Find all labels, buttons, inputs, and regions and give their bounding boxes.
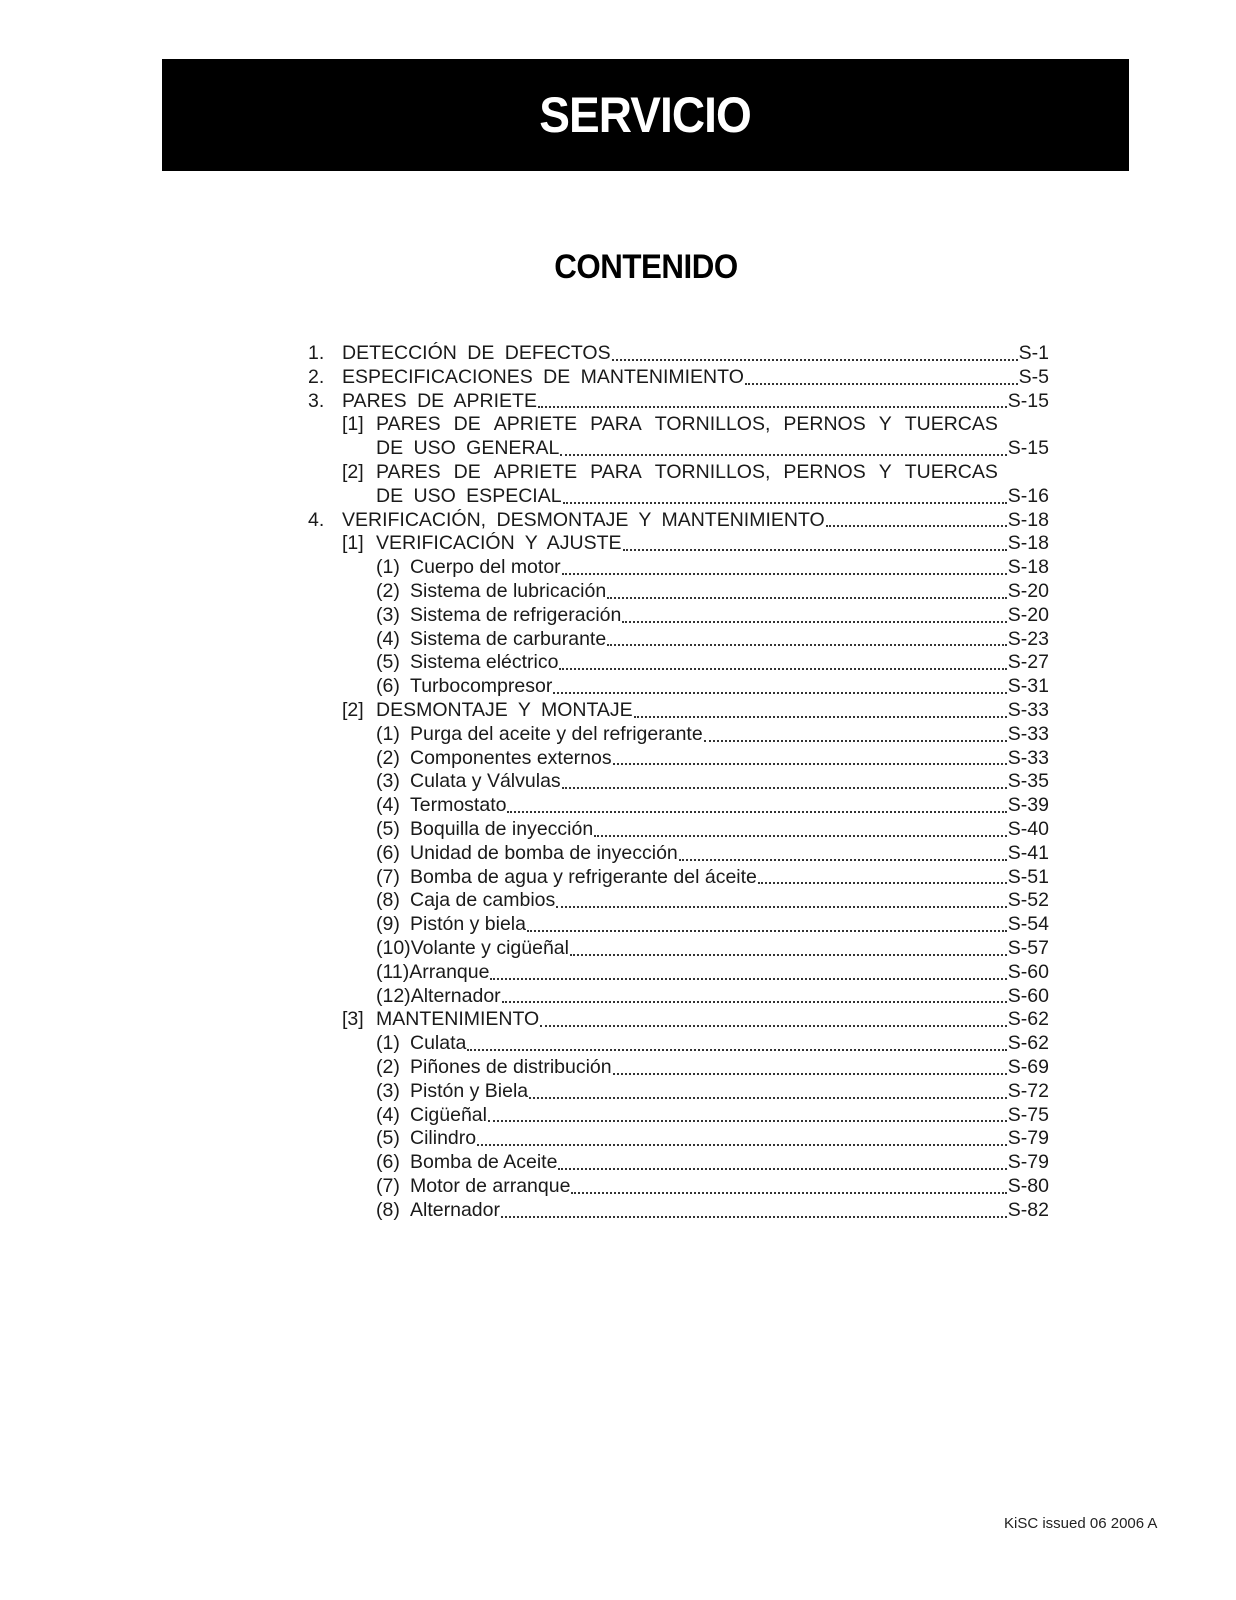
toc-entry-page: S-18	[1007, 556, 1049, 579]
toc-entry[interactable]	[376, 937, 1049, 961]
toc-entry-page: S-54	[1007, 913, 1049, 936]
toc-entry[interactable]	[308, 342, 1049, 366]
toc-entry[interactable]	[376, 985, 1049, 1009]
toc-entry-number: (3)	[376, 1079, 400, 1102]
section-banner	[162, 59, 1129, 171]
toc-entry[interactable]	[342, 485, 1049, 509]
toc-entry-page: S-80	[1007, 1175, 1049, 1197]
toc-entry-number: (1)	[376, 722, 400, 745]
toc-entry-page: S-27	[1007, 651, 1049, 674]
dot-leader	[560, 454, 1006, 456]
toc-entry-number: (12)	[376, 984, 411, 1007]
toc-entry[interactable]	[376, 556, 1049, 580]
toc-entry-page: S-39	[1007, 794, 1049, 817]
toc-entry[interactable]	[376, 580, 1049, 604]
toc-entry-page: S-15	[1007, 437, 1049, 460]
toc-entry-page: S-18	[1007, 532, 1049, 555]
toc-entry-title: Motor de arranque	[410, 1175, 571, 1197]
toc-entry-page: S-15	[1007, 389, 1049, 412]
toc-entry-number: (5)	[376, 651, 400, 674]
toc-entry[interactable]	[376, 770, 1049, 794]
dot-leader	[538, 406, 1007, 408]
toc-entry-title: Componentes externos	[410, 746, 612, 769]
toc-entry-title: Cilindro	[410, 1127, 477, 1150]
toc-entry[interactable]	[376, 628, 1049, 652]
toc-entry-page: S-69	[1007, 1056, 1049, 1078]
dot-leader	[540, 1025, 1007, 1027]
toc-entry-page: S-18	[1007, 508, 1049, 531]
toc-entry[interactable]	[376, 1080, 1049, 1104]
toc-entry[interactable]	[376, 1127, 1049, 1151]
toc-entry[interactable]	[342, 699, 1049, 723]
dot-leader	[502, 1001, 1007, 1003]
toc-entry-page: S-62	[1007, 1032, 1049, 1055]
dot-leader	[607, 597, 1007, 599]
toc-entry-title: Sistema eléctrico	[410, 651, 559, 674]
toc-entry-number: (11)	[376, 960, 410, 983]
toc-entry[interactable]	[376, 675, 1049, 699]
toc-entry-page: S-33	[1007, 722, 1049, 745]
toc-entry-number: [2]	[342, 461, 364, 483]
toc-entry-number: (2)	[376, 746, 400, 769]
toc-entry[interactable]	[376, 842, 1049, 866]
toc-entry-number: (4)	[376, 1103, 400, 1126]
toc-entry-page: S-41	[1007, 841, 1049, 864]
toc-entry-number: [2]	[342, 699, 364, 721]
dot-leader	[488, 1120, 1007, 1122]
dot-leader	[563, 502, 1007, 504]
toc-entry[interactable]	[376, 651, 1049, 675]
toc-entry-number: (8)	[376, 889, 400, 912]
dot-leader	[477, 1144, 1007, 1146]
toc-entry-page: S-62	[1007, 1008, 1049, 1031]
toc-entry-page: S-5	[1018, 365, 1049, 388]
toc-entry-title: PARES DE APRIETE PARA TORNILLOS, PERNOS Y TUERCAS	[376, 461, 998, 483]
toc-entry[interactable]	[376, 604, 1049, 628]
toc-entry-page: S-33	[1007, 699, 1049, 721]
dot-leader	[613, 763, 1007, 765]
toc-entry-number: (5)	[376, 1127, 400, 1150]
toc-entry-title: Turbocompresor	[410, 675, 553, 698]
dot-leader	[527, 930, 1007, 932]
toc-entry-page: S-57	[1007, 937, 1049, 959]
section-title: SERVICIO	[539, 87, 752, 143]
toc-entry[interactable]	[342, 461, 1049, 485]
dot-leader	[607, 644, 1007, 646]
dot-leader	[556, 906, 1007, 908]
toc-entry-page: S-51	[1007, 865, 1049, 888]
toc-entry-number: (2)	[376, 1056, 400, 1078]
dot-leader	[745, 383, 1018, 385]
dot-leader	[490, 978, 1006, 980]
toc-entry[interactable]	[376, 1032, 1049, 1056]
toc-entry-title: Boquilla de inyección	[410, 818, 594, 840]
toc-entry-number: (7)	[376, 865, 400, 888]
toc-entry-number: (5)	[376, 818, 400, 840]
toc-entry[interactable]	[342, 437, 1049, 461]
dot-leader	[623, 549, 1007, 551]
contents-heading: CONTENIDO	[554, 248, 738, 286]
toc-entry-page: S-40	[1007, 818, 1049, 840]
toc-entry-number: (2)	[376, 580, 400, 602]
dot-leader	[612, 359, 1018, 361]
toc-entry-page: S-75	[1007, 1103, 1049, 1126]
dot-leader	[594, 835, 1007, 837]
toc-entry-number: (6)	[376, 1151, 400, 1174]
toc-entry-page: S-23	[1007, 627, 1049, 650]
toc-entry[interactable]	[376, 747, 1049, 771]
toc-entry[interactable]	[376, 818, 1049, 842]
toc-entry[interactable]	[376, 889, 1049, 913]
toc-entry-title: Cuerpo del motor	[410, 556, 561, 579]
toc-entry-title: Bomba de agua y refrigerante del áceite	[410, 865, 757, 888]
dot-leader	[507, 811, 1006, 813]
toc-entry-number: (1)	[376, 1032, 400, 1055]
toc-entry-title: ESPECIFICACIONES DE MANTENIMIENTO	[342, 365, 744, 388]
toc-entry-number: (9)	[376, 913, 400, 936]
toc-entry-number: (7)	[376, 1175, 400, 1197]
toc-entry-title: VERIFICACIÓN, DESMONTAJE Y MANTENIMIENTO	[342, 508, 825, 531]
toc-entry[interactable]	[376, 1199, 1049, 1223]
toc-entry-page: S-31	[1007, 675, 1049, 698]
toc-entry-title: Sistema de carburante	[410, 627, 607, 650]
toc-entry-title: Sistema de refrigeración	[410, 603, 622, 626]
toc-entry-number: (10)	[376, 937, 411, 959]
toc-entry-page: S-16	[1007, 484, 1049, 507]
dot-leader	[826, 525, 1007, 527]
toc-entry[interactable]	[376, 866, 1049, 890]
toc-entry-title: Sistema de lubricación	[410, 580, 607, 602]
toc-entry[interactable]	[342, 413, 1049, 437]
toc-entry[interactable]	[308, 390, 1049, 414]
dot-leader	[613, 1073, 1007, 1075]
toc-entry-title: Culata y Válvulas	[410, 770, 561, 793]
toc-entry[interactable]	[376, 1056, 1049, 1080]
toc-entry-page: S-35	[1007, 770, 1049, 793]
dot-leader	[562, 573, 1007, 575]
toc-entry-title: Bomba de Aceite	[410, 1151, 558, 1174]
dot-leader	[501, 1216, 1007, 1218]
toc-entry[interactable]	[376, 1104, 1049, 1128]
toc-entry-title: Culata	[410, 1032, 467, 1055]
toc-entry[interactable]	[376, 723, 1049, 747]
toc-entry[interactable]	[308, 509, 1049, 533]
toc-entry-number: (3)	[376, 770, 400, 793]
toc-entry-page: S-60	[1007, 984, 1049, 1007]
toc-entry[interactable]	[376, 794, 1049, 818]
toc-entry-title: Unidad de bomba de inyección	[410, 841, 678, 864]
dot-leader	[558, 1168, 1006, 1170]
toc-entry-title: Pistón y Biela	[410, 1079, 529, 1102]
toc-entry-number: 4.	[308, 508, 325, 531]
toc-entry[interactable]	[376, 961, 1049, 985]
toc-entry-title: PARES DE APRIETE PARA TORNILLOS, PERNOS Y TUERCAS	[376, 413, 998, 436]
toc-entry-number: 2.	[308, 365, 325, 388]
toc-entry-title: Termostato	[410, 794, 507, 817]
toc-entry-page: S-60	[1007, 960, 1049, 983]
toc-entry-page: S-33	[1007, 746, 1049, 769]
dot-leader	[622, 621, 1006, 623]
dot-leader	[553, 692, 1006, 694]
toc-entry-title: Alternador	[410, 1198, 500, 1221]
dot-leader	[758, 882, 1007, 884]
toc-entry[interactable]	[376, 913, 1049, 937]
toc-entry[interactable]	[342, 532, 1049, 556]
toc-entry-number: 3.	[308, 389, 325, 412]
toc-entry-title: Volante y cigüeñal	[410, 937, 569, 959]
toc-entry-title: Cigüeñal	[410, 1103, 487, 1126]
toc-entry-number: [1]	[342, 413, 364, 436]
toc-entry-page: S-1	[1018, 342, 1049, 364]
toc-entry[interactable]	[376, 1151, 1049, 1175]
toc-entry-page: S-72	[1007, 1079, 1049, 1102]
toc-entry-number: (1)	[376, 556, 400, 579]
dot-leader	[704, 740, 1007, 742]
issue-footer: KiSC issued 06 2006 A	[1004, 1515, 1158, 1532]
toc-entry-number: (3)	[376, 603, 400, 626]
toc-entry-title: Arranque	[409, 960, 490, 983]
dot-leader	[571, 1192, 1006, 1194]
toc-entry-page: S-79	[1007, 1127, 1049, 1150]
dot-leader	[559, 668, 1006, 670]
toc-entry-title: Caja de cambios	[410, 889, 556, 912]
toc-entry-title: DESMONTAJE Y MONTAJE	[376, 699, 633, 721]
toc-entry-page: S-20	[1007, 580, 1049, 602]
toc-entry-page: S-52	[1007, 889, 1049, 912]
toc-entry-title: Piñones de distribución	[410, 1056, 612, 1078]
toc-entry[interactable]	[308, 366, 1049, 390]
dot-leader	[529, 1097, 1007, 1099]
toc-entry-number: (6)	[376, 675, 400, 698]
dot-leader	[570, 954, 1007, 956]
toc-entry-title: DE USO ESPECIAL	[376, 484, 562, 507]
toc-entry-number: [1]	[342, 532, 364, 555]
toc-entry-title: Alternador	[410, 984, 501, 1007]
dot-leader	[562, 787, 1007, 789]
toc-entry[interactable]	[342, 1008, 1049, 1032]
dot-leader	[634, 716, 1007, 718]
dot-leader	[467, 1049, 1006, 1051]
toc-entry-number: 1.	[308, 342, 325, 364]
toc-entry-title: MANTENIMIENTO	[376, 1008, 540, 1031]
toc-entry-page: S-79	[1007, 1151, 1049, 1174]
toc-entry[interactable]	[376, 1175, 1049, 1199]
toc-entry-title: Purga del aceite y del refrigerante	[410, 722, 703, 745]
toc-entry-number: (4)	[376, 794, 400, 817]
toc-entry-number: (8)	[376, 1198, 400, 1221]
toc-entry-title: VERIFICACIÓN Y AJUSTE	[376, 532, 622, 555]
toc-entry-number: (6)	[376, 841, 400, 864]
toc-entry-title: PARES DE APRIETE	[342, 389, 537, 412]
dot-leader	[679, 859, 1007, 861]
toc-entry-number: [3]	[342, 1008, 364, 1031]
toc-entry-title: DE USO GENERAL	[376, 437, 560, 460]
toc-entry-title: DETECCIÓN DE DEFECTOS	[342, 342, 611, 364]
toc-entry-page: S-20	[1007, 603, 1049, 626]
toc-entry-number: (4)	[376, 627, 400, 650]
toc-entry-page: S-82	[1007, 1198, 1049, 1221]
toc-entry-title: Pistón y biela	[410, 913, 526, 936]
